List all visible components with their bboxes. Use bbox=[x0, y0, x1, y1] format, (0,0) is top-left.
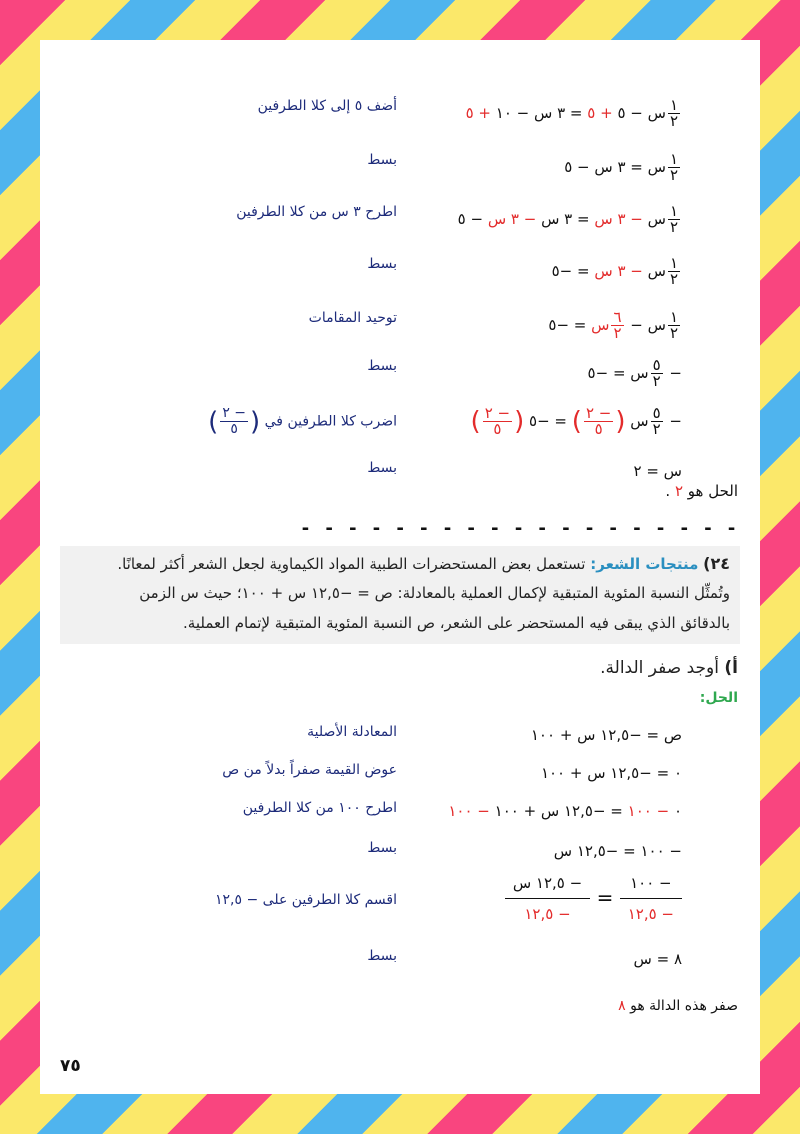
equation-term: = −٥ bbox=[551, 262, 595, 280]
fraction-denominator: ٥ bbox=[594, 420, 603, 438]
fraction-numerator: ١ bbox=[669, 96, 678, 114]
step-note bbox=[97, 204, 397, 220]
step-note bbox=[97, 358, 397, 374]
fraction bbox=[651, 358, 663, 389]
fraction bbox=[505, 870, 590, 925]
fraction-numerator: ٥ bbox=[652, 356, 661, 374]
step-row bbox=[40, 870, 760, 930]
equation-term: س bbox=[625, 412, 649, 430]
paren: ( bbox=[514, 406, 525, 437]
fraction-denominator: − ١٢,٥ bbox=[524, 905, 571, 923]
step-note-text: أضف ٥ إلى كلا الطرفين bbox=[257, 98, 397, 114]
fraction-denominator: ٢ bbox=[669, 324, 678, 342]
step-equation bbox=[422, 358, 682, 389]
fraction-numerator: − ٢ bbox=[484, 404, 511, 422]
fraction-denominator: ٥ bbox=[493, 420, 502, 438]
equation-term: − bbox=[664, 364, 682, 382]
equation-term: = −١٢,٥ س + ١٠٠ bbox=[489, 802, 628, 820]
equation-term: س bbox=[642, 210, 666, 228]
problem-box bbox=[60, 546, 740, 644]
solution-1-label: الحل هو bbox=[687, 482, 738, 500]
zero-label: صفر هذه الدالة هو bbox=[630, 998, 738, 1014]
step-note-text: بسط bbox=[367, 358, 397, 374]
zero-result bbox=[618, 998, 738, 1014]
step-equation: ٠ = −١٢,٥ س + ١٠٠ bbox=[540, 764, 682, 782]
equation-term: = −٥ bbox=[548, 316, 592, 334]
step-note-text: توحيد المقامات bbox=[308, 310, 397, 326]
step-equation bbox=[422, 204, 682, 235]
step-note-text: بسط bbox=[367, 460, 397, 476]
fraction bbox=[668, 256, 680, 287]
equation-term: − ٣ س bbox=[594, 210, 643, 228]
step-row bbox=[40, 724, 760, 764]
fraction-denominator: ٢ bbox=[613, 324, 622, 342]
fraction-numerator: ١ bbox=[669, 202, 678, 220]
problem-line-2: وتُمثِّل النسبة المئوية المتبقية لإكمال العملية بالمعادلة: ص = −١٢,٥ س + ١٠٠؛ حيث س الزمن bbox=[139, 584, 730, 602]
fraction bbox=[620, 870, 682, 925]
equation-term: − ٣ س bbox=[594, 262, 643, 280]
equation-term: − bbox=[664, 412, 682, 430]
step-equation bbox=[422, 256, 682, 287]
step-note bbox=[97, 310, 397, 326]
part-a-label: أ) bbox=[724, 658, 738, 678]
step-note bbox=[97, 460, 397, 476]
equation-term: س bbox=[642, 262, 666, 280]
problem-line-3: بالدقائق الذي يبقى فيه المستحضر على الشعر، ص النسبة المئوية المتبقية لإتمام العملية. bbox=[183, 614, 730, 632]
solution-1-end: . bbox=[665, 482, 671, 500]
step-note-text: اطرح ٣ س من كلا الطرفين bbox=[236, 204, 397, 220]
fraction-numerator: − ٢ bbox=[222, 405, 247, 421]
fraction-numerator: ٥ bbox=[652, 404, 661, 422]
problem-line-1: تستعمل بعض المستحضرات الطبية المواد الكيماوية لجعل الشعر أكثر لمعانًا. bbox=[117, 555, 586, 573]
equation-term: ٠ bbox=[673, 802, 682, 820]
equation-term: + ٥ bbox=[587, 104, 613, 122]
fraction-numerator: − ٢ bbox=[585, 404, 612, 422]
step-row bbox=[40, 204, 760, 244]
step-note: بسط bbox=[367, 840, 397, 856]
step-note-text: بسط bbox=[367, 256, 397, 272]
step-note: اطرح ١٠٠ من كلا الطرفين bbox=[242, 800, 397, 816]
step-row bbox=[40, 256, 760, 296]
equation-term: + ٥ bbox=[465, 104, 491, 122]
step-row bbox=[40, 800, 760, 840]
step-equation: ٨ = س bbox=[633, 950, 682, 968]
page-number: ٧٥ bbox=[60, 1056, 81, 1076]
equation-term: س = −٥ bbox=[587, 364, 649, 382]
fraction bbox=[668, 152, 680, 183]
fraction bbox=[668, 310, 680, 341]
step-note: عوض القيمة صفراً بدلاً من ص bbox=[222, 762, 397, 778]
fraction-numerator: ٦ bbox=[613, 308, 622, 326]
step-note bbox=[97, 152, 397, 168]
problem-heading: منتجات الشعر: bbox=[590, 555, 699, 573]
note-fraction bbox=[208, 405, 264, 437]
paren: ) bbox=[571, 406, 582, 437]
fraction bbox=[651, 406, 663, 437]
equation-term: − ١٠٠ bbox=[448, 802, 490, 820]
fraction bbox=[220, 406, 248, 437]
fraction bbox=[483, 406, 512, 437]
fraction-numerator: ١ bbox=[669, 150, 678, 168]
solution-1-line bbox=[40, 480, 760, 520]
paren: ) bbox=[208, 406, 219, 437]
step-equation bbox=[422, 406, 682, 437]
step-row bbox=[40, 406, 760, 446]
step-row bbox=[40, 98, 760, 138]
equation-term: − ١٠٠ bbox=[627, 802, 670, 820]
equation-term: س = ٣ س − ٥ bbox=[564, 158, 666, 176]
zero-value: ٨ bbox=[618, 998, 626, 1014]
step-note: بسط bbox=[367, 948, 397, 964]
fraction-numerator: ١ bbox=[669, 254, 678, 272]
fraction-denominator: ٢ bbox=[669, 270, 678, 288]
step-row bbox=[40, 310, 760, 350]
paren: ( bbox=[615, 406, 626, 437]
equation-term: س − bbox=[625, 316, 666, 334]
step-equation bbox=[422, 460, 682, 482]
fraction bbox=[668, 98, 680, 129]
problem-number: ٢٤) bbox=[703, 554, 730, 573]
step-row bbox=[40, 152, 760, 192]
fraction-numerator: − ١٠٠ bbox=[620, 870, 682, 899]
equation-term: = −٥ bbox=[524, 412, 572, 430]
equation-term: س bbox=[591, 316, 610, 334]
step-equation bbox=[422, 800, 682, 822]
equals-sign: = bbox=[590, 885, 620, 910]
equation-term: − ٥ bbox=[457, 210, 488, 228]
step-note bbox=[97, 406, 397, 437]
parenthesized-fraction bbox=[571, 404, 626, 438]
equation-term: س − ٥ bbox=[612, 104, 666, 122]
step-row bbox=[40, 358, 760, 398]
paren: ( bbox=[250, 406, 261, 437]
part-a-text: أوجد صفر الدالة. bbox=[600, 658, 719, 678]
separator-line: - - - - - - - - - - - - - - - - - - - bbox=[300, 518, 738, 539]
equation-term: = ٣ س bbox=[536, 210, 595, 228]
solution-heading: الحل: bbox=[699, 690, 738, 706]
step-equation bbox=[422, 98, 682, 129]
step-equation bbox=[422, 310, 682, 341]
fraction bbox=[668, 204, 680, 235]
fraction-denominator: ٢ bbox=[652, 420, 661, 438]
part-a bbox=[600, 658, 738, 678]
step-note: اقسم كلا الطرفين على − ١٢,٥ bbox=[215, 892, 397, 908]
equation-term: = ٣ س − ١٠ bbox=[491, 104, 588, 122]
step-row bbox=[40, 948, 760, 988]
equation-term: س = ٢ bbox=[633, 462, 682, 480]
step-note-text: بسط bbox=[367, 152, 397, 168]
fraction bbox=[584, 406, 613, 437]
fraction bbox=[611, 310, 623, 341]
parenthesized-fraction bbox=[470, 404, 525, 438]
paren: ) bbox=[470, 406, 481, 437]
step-note bbox=[97, 98, 397, 114]
fraction-numerator: − ١٢,٥ س bbox=[505, 870, 590, 899]
fraction-denominator: ٢ bbox=[669, 166, 678, 184]
step-equation: − ١٠٠ = −١٢,٥ س bbox=[553, 842, 682, 860]
solution-1-value: ٢ bbox=[674, 482, 683, 500]
step-note: المعادلة الأصلية bbox=[307, 724, 397, 740]
step-equation: ص = −١٢,٥ س + ١٠٠ bbox=[530, 726, 682, 744]
fraction-denominator: ٢ bbox=[652, 372, 661, 390]
fraction-denominator: − ١٢,٥ bbox=[627, 905, 674, 923]
equation-term: − ٣ س bbox=[487, 210, 537, 228]
step-note bbox=[97, 256, 397, 272]
step-equation bbox=[422, 152, 682, 183]
fraction-denominator: ٢ bbox=[669, 112, 678, 130]
page-sheet bbox=[40, 40, 760, 1094]
fraction-numerator: ١ bbox=[669, 308, 678, 326]
step-equation bbox=[422, 870, 682, 925]
fraction-denominator: ٥ bbox=[230, 421, 238, 437]
step-note-text: اضرب كلا الطرفين في bbox=[264, 413, 397, 430]
step-row bbox=[40, 762, 760, 802]
fraction-denominator: ٢ bbox=[669, 218, 678, 236]
